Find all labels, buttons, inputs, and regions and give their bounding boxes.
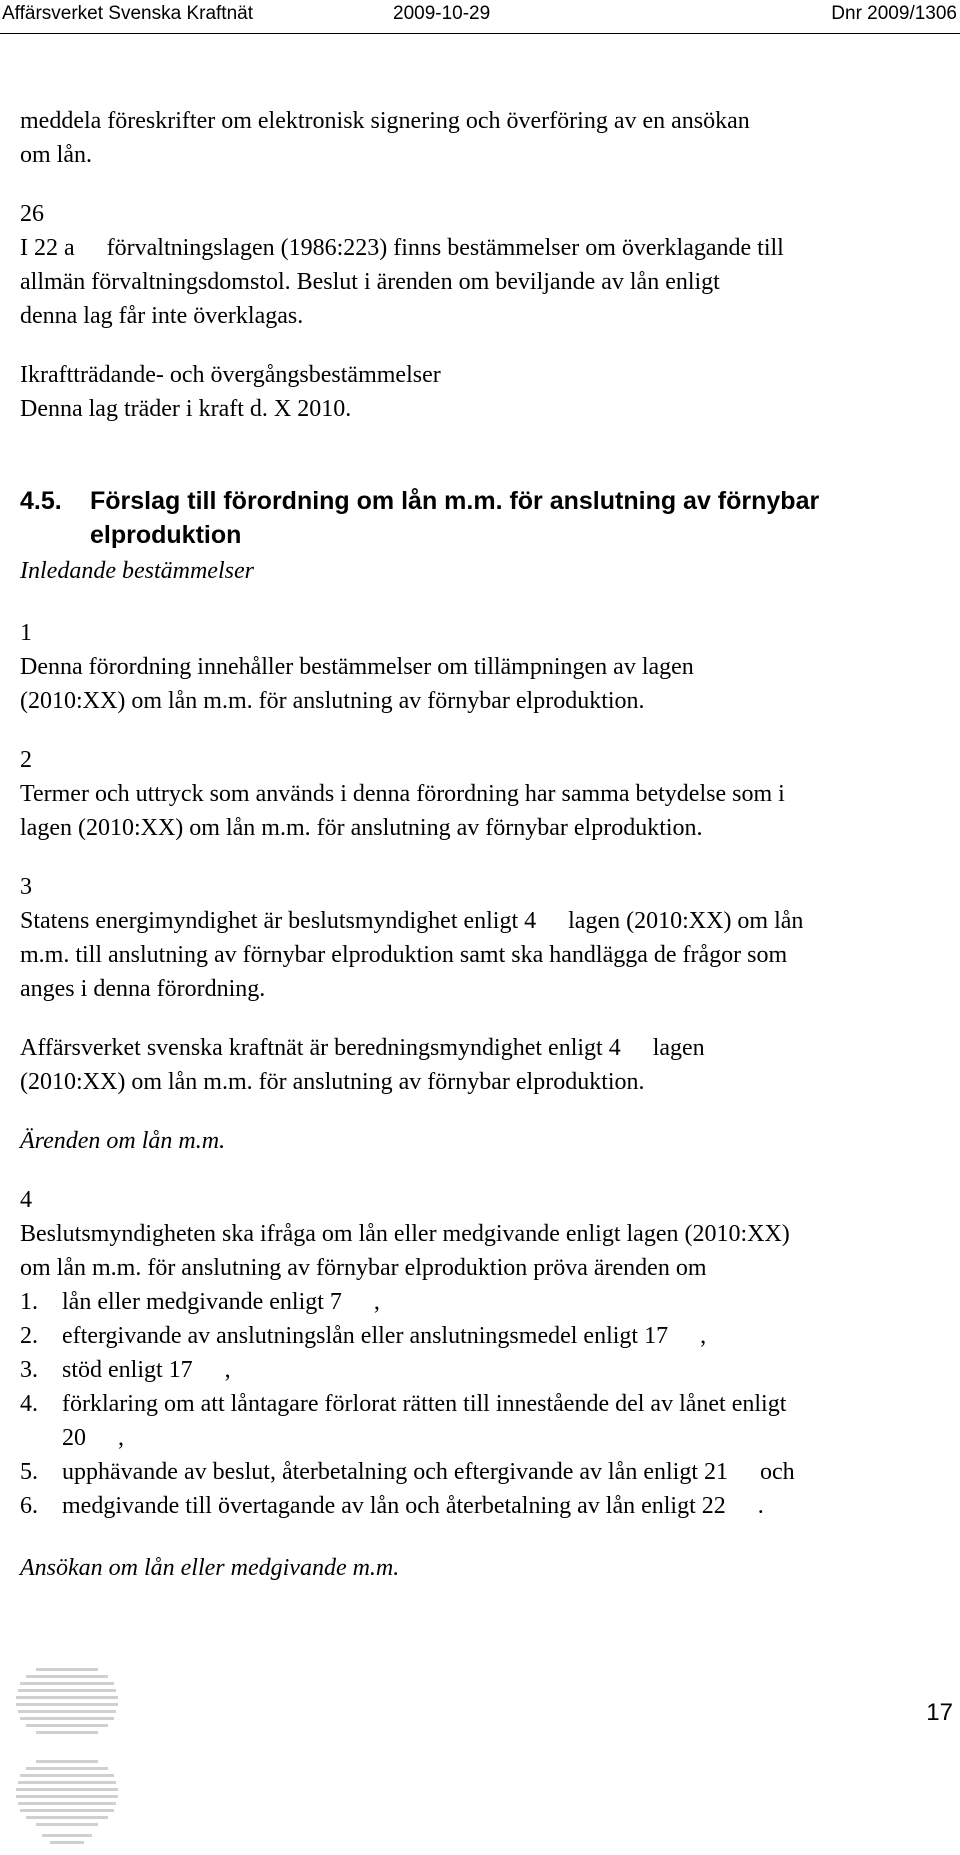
list-item [20, 1319, 950, 1353]
section-number: 4.5. [20, 487, 62, 515]
list-item [20, 1285, 950, 1319]
list-marker: 6. [20, 1493, 38, 1519]
paragraph-number: 3 [20, 874, 32, 900]
paragraph-number-3 [20, 870, 950, 904]
header-rule [0, 33, 960, 34]
list-marker: 2. [20, 1323, 38, 1349]
text-run: förvaltningslagen (1986:223) finns bestämmelser om överklagande till [106, 235, 784, 261]
section-sign-icon [732, 1491, 752, 1520]
section-sign-icon [38, 872, 58, 901]
paragraph-number-2 [20, 743, 950, 777]
text-run: I 22 a [20, 235, 75, 261]
text-run: eftergivande av anslutningslån eller anslutningsmedel enligt 17 [62, 1323, 669, 1349]
list-marker: 1. [20, 1289, 38, 1315]
transition-title: Ikraftträdande- och övergångsbestämmelser [20, 362, 441, 388]
list-item [20, 1353, 950, 1387]
section-sign-icon [38, 1185, 58, 1214]
section-sign-icon [38, 618, 58, 647]
section-sign-icon [348, 1287, 368, 1316]
header-date: 2009-10-29 [393, 3, 491, 24]
transition-text: Denna lag träder i kraft d. X 2010. [20, 396, 352, 422]
paragraph-number-4 [20, 1183, 950, 1217]
page-header [0, 0, 960, 36]
text-run: lagen [652, 1035, 705, 1061]
text-run: , [700, 1323, 707, 1349]
striped-logo-icon [16, 1664, 120, 1854]
section-sign-icon [627, 1033, 647, 1062]
paragraph-number: 4 [20, 1187, 32, 1213]
section-sign-icon [38, 745, 58, 774]
text-run: , [118, 1425, 124, 1451]
paragraph-text: Termer och uttryck som används i denna förordning har samma betydelse som i [20, 781, 785, 807]
paragraph-text: (2010:XX) om lån m.m. för anslutning av förnybar elproduktion. [20, 1069, 645, 1095]
paragraph-text: denna lag får inte överklagas. [20, 303, 304, 329]
paragraph-text: Denna förordning innehåller bestämmelser om tillämpningen av lagen [20, 654, 694, 680]
subheading-inledande: Inledande bestämmelser [20, 558, 254, 584]
section-heading [20, 484, 950, 552]
paragraph-number-1 [20, 616, 950, 650]
paragraph-text: anges i denna förordning. [20, 976, 266, 1002]
text-run: lagen (2010:XX) om lån [568, 908, 804, 934]
section-sign-icon [81, 233, 101, 262]
list-item [20, 1387, 950, 1455]
section-title-line: Förslag till förordning om lån m.m. för anslutning av förnybar [90, 487, 820, 515]
paragraph-text: Beslutsmyndigheten ska ifråga om lån eller medgivande enligt lagen (2010:XX) [20, 1221, 790, 1247]
header-reference: Dnr 2009/1306 [831, 3, 957, 24]
page-number: 17 [926, 1699, 953, 1726]
section-sign-icon [199, 1355, 219, 1384]
paragraph-text [20, 904, 950, 938]
paragraph-number: 1 [20, 620, 32, 646]
intro-line: om lån. [20, 142, 92, 168]
section-sign-icon [674, 1321, 694, 1350]
paragraph-number: 26 [20, 201, 44, 227]
text-run: och [760, 1459, 795, 1485]
paragraph-text: om lån m.m. för anslutning av förnybar elproduktion pröva ärenden om [20, 1255, 707, 1281]
paragraph-text [20, 1031, 950, 1065]
list-item [20, 1489, 950, 1523]
text-run: , [373, 1289, 380, 1315]
paragraph-text: m.m. till anslutning av förnybar elproduktion samt ska handlägga de frågor som [20, 942, 788, 968]
list-marker: 3. [20, 1357, 38, 1383]
list-marker: 4. [20, 1391, 38, 1417]
text-run: Statens energimyndighet är beslutsmyndighet enligt 4 [20, 908, 537, 934]
text-run: lån eller medgivande enligt 7 [62, 1289, 342, 1315]
list-item [20, 1455, 950, 1489]
paragraph-number-26 [20, 197, 950, 231]
text-run: medgivande till övertagande av lån och återbetalning av lån enligt 22 [62, 1493, 726, 1519]
list-marker: 5. [20, 1459, 38, 1485]
document-body [20, 104, 950, 1585]
text-run: . [757, 1493, 764, 1519]
text-run: 20 [62, 1425, 86, 1451]
matter-list [20, 1285, 950, 1523]
subheading-ansokan: Ansökan om lån eller medgivande m.m. [20, 1555, 400, 1581]
header-organization: Affärsverket Svenska Kraftnät [2, 3, 253, 24]
section-sign-icon [92, 1423, 112, 1452]
text-run: Affärsverket svenska kraftnät är beredningsmyndighet enligt 4 [20, 1035, 621, 1061]
subheading-arenden: Ärenden om lån m.m. [20, 1128, 226, 1154]
text-run: stöd enligt 17 [62, 1357, 193, 1383]
section-sign-icon [542, 906, 562, 935]
section-sign-icon [734, 1457, 754, 1486]
paragraph-text: lagen (2010:XX) om lån m.m. för anslutning av förnybar elproduktion. [20, 815, 703, 841]
section-title-line: elproduktion [90, 521, 242, 549]
text-run: förklaring om att låntagare förlorat rätten till innestående del av lånet enligt [62, 1391, 787, 1417]
section-sign-icon [50, 199, 70, 228]
intro-line: meddela föreskrifter om elektronisk signering och överföring av en ansökan [20, 108, 750, 134]
paragraph-text: (2010:XX) om lån m.m. för anslutning av förnybar elproduktion. [20, 688, 645, 714]
paragraph-text [20, 231, 950, 265]
text-run: upphävande av beslut, återbetalning och eftergivande av lån enligt 21 [62, 1459, 728, 1485]
paragraph-number: 2 [20, 747, 32, 773]
paragraph-text: allmän förvaltningsdomstol. Beslut i ärenden om beviljande av lån enligt [20, 269, 720, 295]
text-run: , [224, 1357, 231, 1383]
